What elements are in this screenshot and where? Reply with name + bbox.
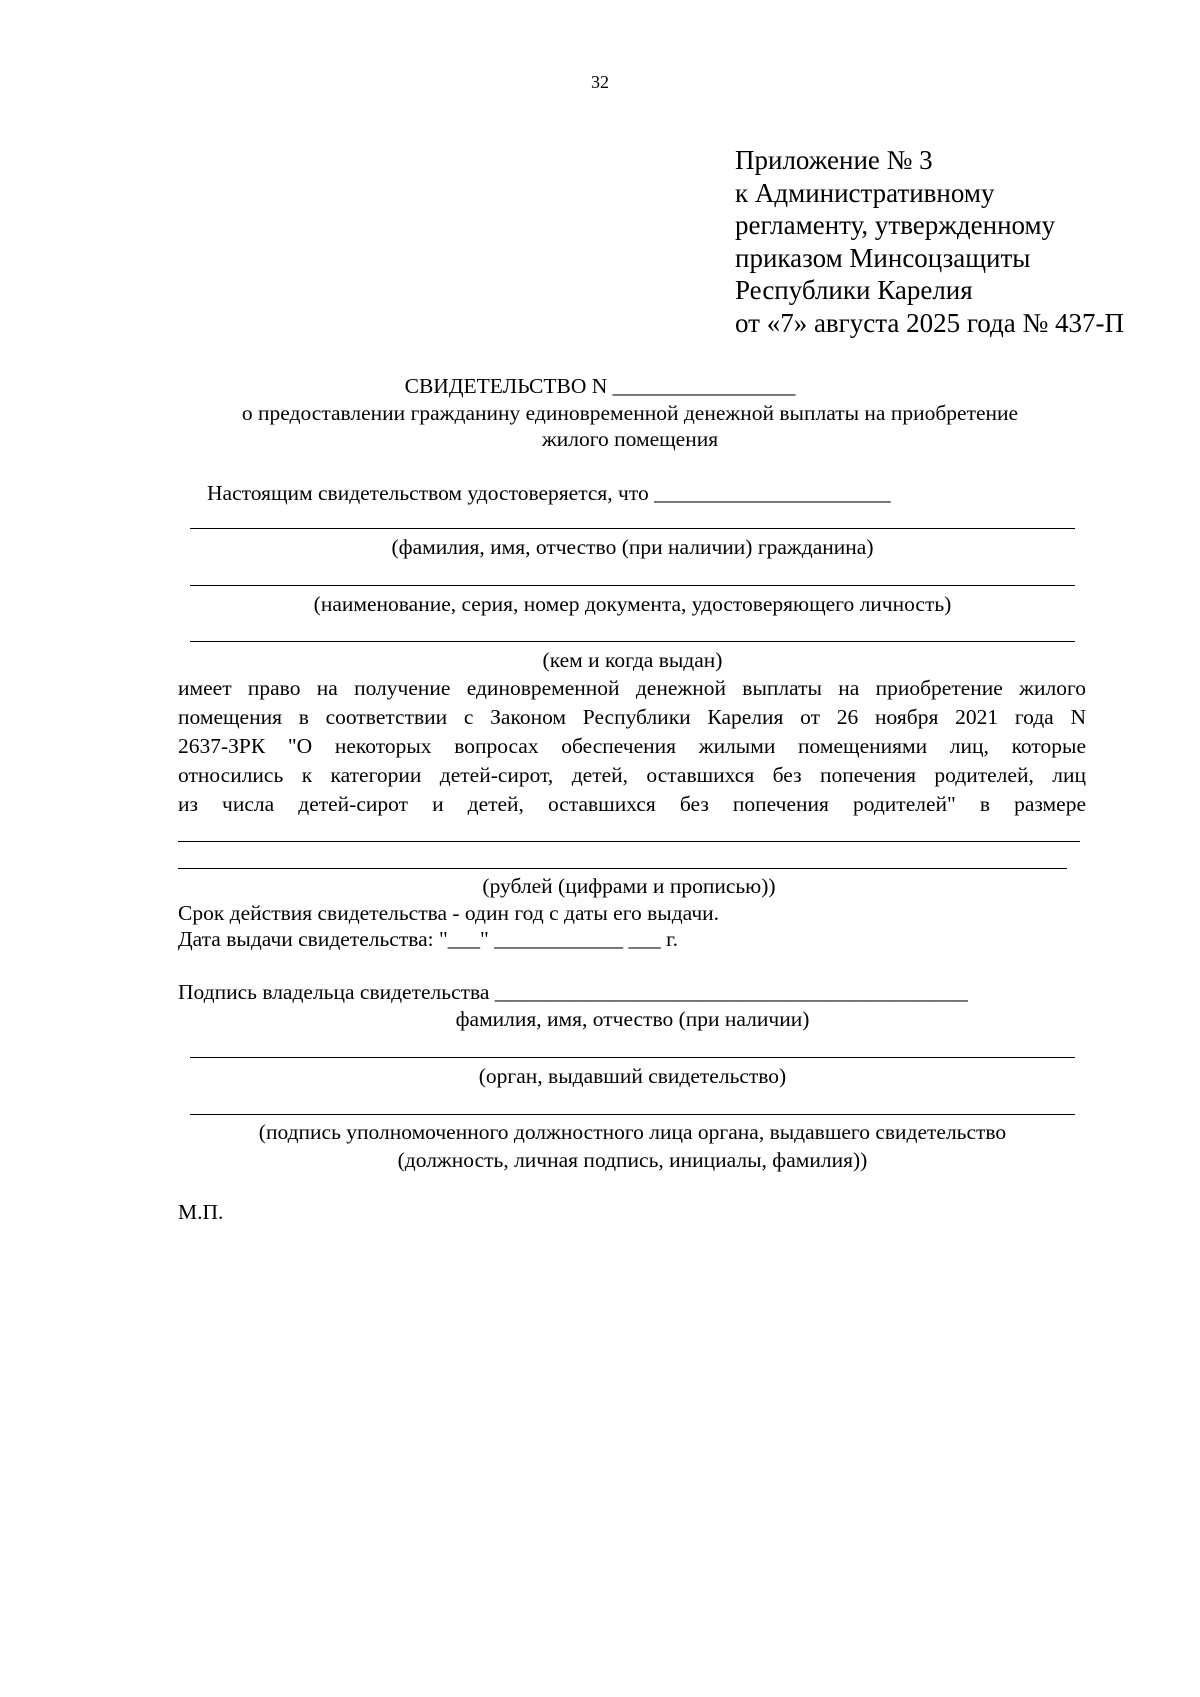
document-line <box>190 585 1075 586</box>
caption-document: (наименование, серия, номер документа, удостоверяющего личность) <box>313 592 952 616</box>
annex-line: Республики Карелия <box>735 275 973 305</box>
body-line: относились к категории детей-сирот, детей, оставшихся без попечения родителей, лиц <box>178 763 1086 787</box>
annex-line: Приложение № 3 <box>735 145 933 175</box>
validity-text: Срок действия свидетельства - один год с даты его выдачи. <box>178 901 720 925</box>
annex-line: к Административному <box>735 177 995 208</box>
official-signature-line <box>190 1114 1075 1115</box>
annex-line: регламенту, утвержденному <box>735 210 1056 240</box>
issue-date: Дата выдачи свидетельства: "___" ____________ ___ г. <box>178 927 678 951</box>
annex-line: приказом Минсоцзащиты <box>735 242 1031 273</box>
caption-issued: (кем и когда выдан) <box>542 648 723 672</box>
authority-line <box>190 1057 1075 1058</box>
amount-line-1 <box>178 841 1080 842</box>
annex-block <box>735 144 1124 339</box>
page-number: 32 <box>591 72 609 92</box>
issued-line <box>190 641 1075 642</box>
caption-official-line2: (должность, личная подпись, инициалы, фамилия)) <box>397 1148 868 1172</box>
document-title: СВИДЕТЕЛЬСТВО N _________________ <box>404 374 796 398</box>
document-subtitle-line2: жилого помещения <box>541 427 719 451</box>
caption-rubles: (рублей (цифрами и прописью)) <box>482 874 776 898</box>
caption-owner-fio: фамилия, имя, отчество (при наличии) <box>455 1007 810 1031</box>
stamp-place: М.П. <box>178 1200 224 1224</box>
document-subtitle-line1: о предоставлении гражданину единовременной денежной выплаты на приобретение <box>241 401 1019 425</box>
caption-authority: (орган, выдавший свидетельство) <box>478 1064 787 1088</box>
amount-line-2 <box>178 868 1067 869</box>
body-line: 2637-ЗРК "О некоторых вопросах обеспечения жилыми помещениями лиц, которые <box>178 734 1086 758</box>
body-line: имеет право на получение единовременной денежной выплаты на приобретение жилого <box>178 676 1086 700</box>
caption-fio: (фамилия, имя, отчество (при наличии) гражданина) <box>391 535 874 559</box>
body-line: из числа детей-сирот и детей, оставшихся без попечения родителей" в размере <box>178 792 1086 816</box>
intro-text: Настоящим свидетельством удостоверяется, что ______________________ <box>207 481 891 505</box>
fio-line <box>190 528 1075 529</box>
annex-line: от «7» августа 2025 года № 437-П <box>735 307 1124 338</box>
body-line: помещения в соответствии с Законом Республики Карелия от 26 ноября 2021 года N <box>178 705 1086 729</box>
owner-signature: Подпись владельца свидетельства ____________________________________________ <box>178 980 968 1004</box>
caption-official-line1: (подпись уполномоченного должностного лица органа, выдавшего свидетельство <box>258 1120 1007 1144</box>
